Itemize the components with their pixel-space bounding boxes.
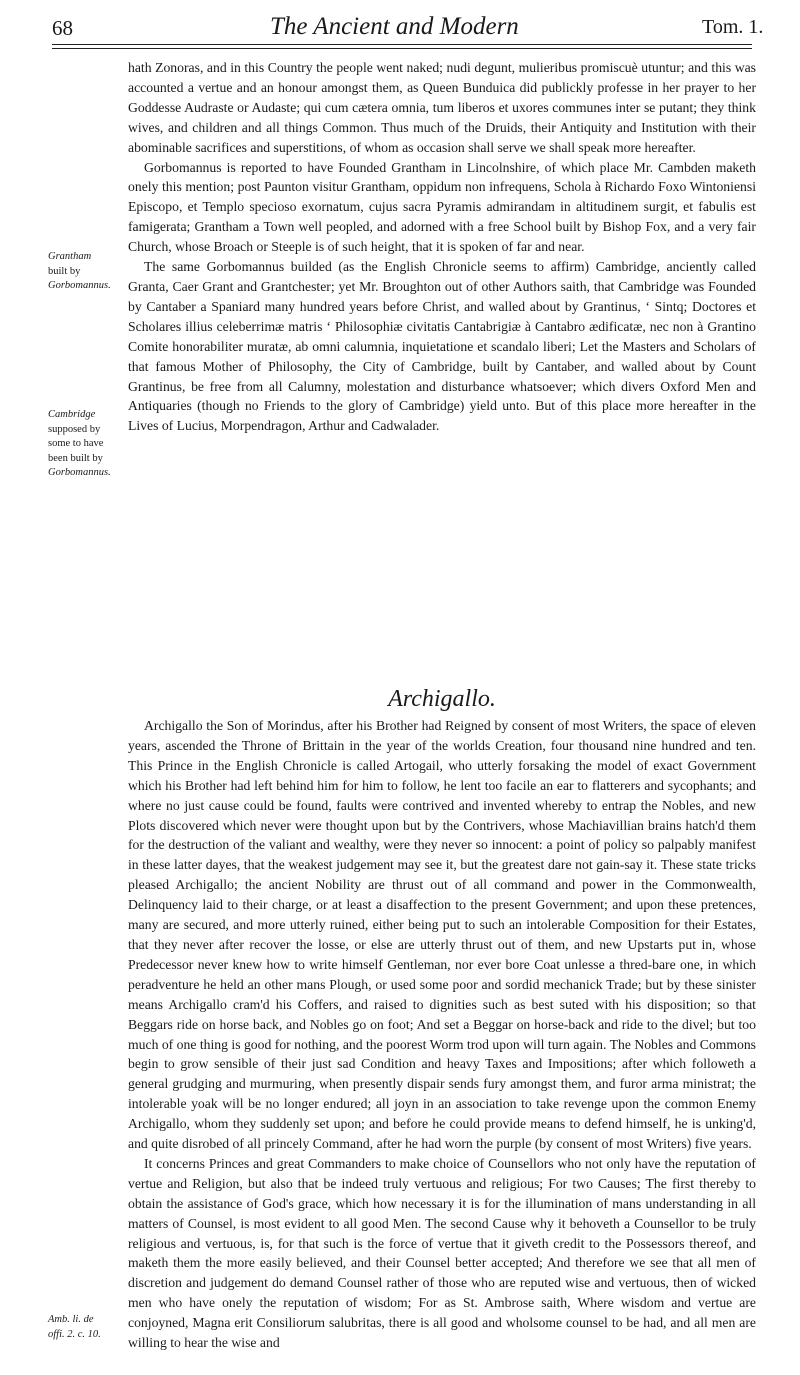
- page-number: 68: [52, 16, 73, 40]
- body-text-bottom: [128, 716, 756, 1353]
- paragraph-archigallo: Archigallo the Son of Morindus, after his Brother had Reigned by consent of most Writers, the space of eleven years, ascended the Throne of Brittain in the year of the worlds Creation, four thousand nine hundred and ten. This Prince in the English Chronicle is called Artogail, who utterly forsaking the model of exact Government which his Brother had left behind him for him to follow, he lent too facile an ear to flatterers and sycophants; and where no just cause could be found, faults were contrived and invented whereby to entrap the Nobles, and new Plots discovered which never were thought upon but by the Contrivers, whose Machiavillian brains hatch'd them for the destruction of the valiant and wealthy, were they never so innocent: a point of policy so palpably manifest in these latter dayes, that the weakest judgement may see it, but the greatest dare not gain-say it. These state tricks pleased Archigallo; the ancient Nobility are thrust out of all command and power in the Commonwealth, Delinquency laid to their charge, or at least a disaffection to the present Government; and upon these pretences, many are secured, and more utterly ruined, either being put to such an intolerable Composition for their Estates, that they never after recover the losse, or else are utterly thrust out of them, and new Upstarts put in, whose Predecessor never knew how to write himself Gentleman, nor ever bore Coat unlesse a thred-bare one, in which peradventure he held an other mans Plough, or used some poor and sordid mechanick Trade; but by these sinister means Archigallo cram'd his Coffers, and raised to dignities such as best suted with his disposition; so that Beggars ride on horse back, and Nobles go on foot; And set a Beggar on horse-back and ride to the divel; but too much of one thing is good for nothing, and the poorest Worm trod upon will turn again. The Nobles and Commons begin to grow sensible of their just sad Condition and heavy Taxes and Impositions; after which followeth a general grudging and murmuring, when presently dispair sends fury amongst them, and furor arma ministrat; the intolerable yoak will be no longer endured; all joyn in an association to take revenge upon the common Enemy Archigallo, whom they suddenly set upon; and before he could provide means to defend himself, he is unking'd, and quite disrobed of all princely Command, after he had worn the purple (by consent of most Writers) five years.: [128, 718, 756, 1152]
- margin-note-line: Grantham: [48, 251, 92, 262]
- margin-note-line: offi. 2. c. 10.: [48, 1328, 101, 1340]
- paragraph-druids: hath Zonoras, and in this Country the people went naked; nudi degunt, mulieribus promiscuè utuntur; and this was accounted a vertue and an honour amongst them, as Queen Bunduica did publickly professe in her prayer to her Goddesse Audraste or Audaste; qui cum cætera omnia, tum liberos et uxores communes inter se putant; they think wives, and children and all things Common. Thus much of the Druids, their Antiquity and Institution with their abominable sacrifices and superstitions, of whom as occasion shall serve we shall speak more hereafter.: [128, 60, 756, 155]
- margin-note-ambrose: [48, 1313, 124, 1342]
- header-rule-thin: [52, 48, 752, 49]
- paragraph-counsellors: It concerns Princes and great Commanders to make choice of Counsellors who not only have the reputation of vertue and Religion, but also that be indeed truly vertuous and religious; For two Causes; The first thereby to obtain the assistance of God's grace, which how necessary it is for the illumination of mans understanding in all matters of Counsel, is most evident to all good Men. The second Cause why it behoveth a Counsellor to be truly religious and vertuous, is, for that such is the force of vertue that it giveth credit to the Possessors thereof, and maketh them the more easily believed, and their Counsel better accepted; And therefore we see that all men of discretion and judgement do demand Counsel rather of those who are reputed wise and vertuous, then of wicked men who have onely the reputation of wisdom; For as St. Ambrose saith, Where wisdom and vertue are conjoyned, Magna erit Consiliorum salubritas, there is all good and wholsome counsel to be had, and all men are willing to hear the wise and: [128, 1155, 756, 1351]
- margin-note-line: been built by: [48, 452, 103, 464]
- margin-note-cambridge: [48, 408, 124, 481]
- section-heading: Archigallo.: [388, 686, 496, 712]
- margin-note-line: Gorbomannus.: [48, 280, 111, 292]
- margin-note-line: Cambridge: [48, 409, 96, 420]
- body-text-top: [128, 58, 756, 436]
- tome-label: Tom. 1.: [702, 16, 764, 38]
- margin-note-line: some to have: [48, 438, 104, 450]
- margin-note-grantham: [48, 250, 124, 294]
- running-title: The Ancient and Modern: [270, 13, 519, 40]
- header-rule: [52, 44, 752, 45]
- paragraph-cambridge: The same Gorbomannus builded (as the English Chronicle seems to affirm) Cambridge, anciently called Granta, Caer Grant and Grantchester; yet Mr. Broughton out of other Authors saith, that Cambridge was Founded by Cantaber a Spaniard many hundred years before Christ, and walled about by Grantinus, ‘ Sintq; Doctores et Scholares illius celeberrimæ matris ‘ Philosophiæ civitatis Cantabrigiæ à Cantabro ædificatæ, nec non à Grantino Comite honorabiliter muratæ, ab omni calumnia, inquietatione et scandalo liberi; Let the Masters and Scholars of that famous Mother of Philosophy, the City of Cambridge, built by Cantaber, and walled about by Count Grantinus, be free from all Calumny, molestation and disturbance whatsoever; which divers Oxford Men and Antiquaries (though no Friends to the glory of Cambridge) yield unto. But of this place more hereafter in the Lives of Lucius, Morpendragon, Arthur and Cadwalader.: [128, 259, 756, 434]
- margin-note-line: Gorbomannus.: [48, 467, 111, 479]
- paragraph-grantham: Gorbomannus is reported to have Founded Grantham in Lincolnshire, of which place Mr. Cambden maketh onely this mention; post Paunton visitur Grantham, oppidum non infrequens, Schola à Richardo Foxo Wintoniensi Episcopo, et Templo specioso exornatum, cujus sacra Pyramis admirandam in altitudinem surgit, et fabulis est famigerata; Grantham a Town well peopled, and adorned with a free School built by Bishop Fox, and a very fair Church, whose Broach or Steeple is of such height, that it is spoken of far and near.: [128, 159, 756, 255]
- margin-note-line: supposed by: [48, 423, 101, 435]
- margin-note-line: Amb. li. de: [48, 1314, 94, 1325]
- margin-note-line: built by: [48, 265, 81, 277]
